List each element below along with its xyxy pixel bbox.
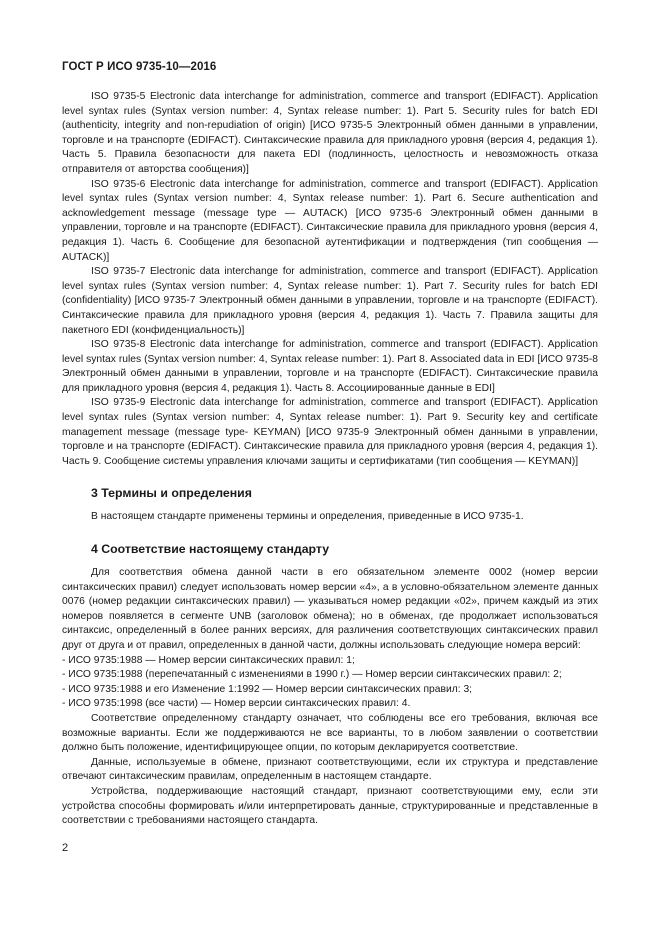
- reference-iso-9735-7: ISO 9735-7 Electronic data interchange for administration, commerce and transport (EDIFACT). Application level syntax rules (Syntax version number: 4, Syntax release number: 1). Part 7. Security rules for batch EDI (confidentiality) [ИСО 9735-7 Электронный обмен данными в управлении, торговле и на транспорте (EDIFACT). Синтаксические правила для прикладного уровня (версия 4, редакция 1). Часть 7. Правила защиты для пакетного EDI (конфиденциальность)]: [62, 266, 598, 336]
- page-number: 2: [62, 842, 69, 854]
- reference-iso-9735-9: ISO 9735-9 Electronic data interchange for administration, commerce and transport (EDIFACT). Application level syntax rules (Syntax version number: 4, Syntax release number: 1). Part 9. Security key and certificate management message (message type- KEYMAN) [ИСО 9735-9 Электронный обмен данными в управлении, торговле и на транспорте (EDIFACT). Синтаксические правила для прикладного уровня (версия 4, редакция 1). Часть 9. Сообщение системы управления ключами защиты и сертификатами (тип сообщения — KEYMAN)]: [62, 397, 598, 467]
- reference-iso-9735-5: ISO 9735-5 Electronic data interchange for administration, commerce and transport (EDIFACT). Application level syntax rules (Syntax version number: 4, Syntax release number: 1). Part 5. Security rules for batch EDI (authenticity, integrity and non-repudiation of origin) [ИСО 9735-5 Электронный обмен данными в управлении, торговле и на транспорте (EDIFACT). Синтаксические правила для прикладного уровня (версия 4, редакция 1). Часть 5. Правила безопасности для пакета EDI (подлинность, целостность и невозможность отказа отправителя от авторства сообщения)]: [62, 91, 598, 175]
- section-3-heading: 3 Термины и определения: [91, 486, 252, 501]
- device-conformance-paragraph: Устройства, поддерживающие настоящий стандарт, признают соответствующими ему, если эти устройства способны формировать и/или интерпретировать данные, структурированные и представленные в соответствии с требованиями настоящего стандарта.: [62, 785, 598, 827]
- version-list-item: - ИСО 9735:1998 (все части) — Номер версии синтаксических правил: 4.: [62, 698, 411, 710]
- document-header: ГОСТ Р ИСО 9735-10—2016: [62, 61, 217, 73]
- conformance-paragraph: Соответствие определенному стандарту означает, что соблюдены все его требования, включая все возможные варианты. Если же поддерживаются не все варианты, то в любом заявлении о соответствии должно быть положение, идентифицирующее опции, по которым декларируется соответствие.: [62, 712, 598, 754]
- reference-iso-9735-8: ISO 9735-8 Electronic data interchange for administration, commerce and transport (EDIFACT). Application level syntax rules (Syntax version number: 4, Syntax release number: 1). Part 8. Associated data in EDI [ИСО 9735-8 Электронный обмен данными в управлении, торговле и на транспорте (EDIFACT). Синтаксические правила для прикладного уровня (версия 4, редакция 1). Часть 8. Ассоциированные данные в EDI]: [62, 339, 598, 394]
- version-list-item: - ИСО 9735:1988 и его Изменение 1:1992 — Номер версии синтаксических правил: 3;: [62, 683, 473, 695]
- version-list-item: - ИСО 9735:1988 — Номер версии синтаксических правил: 1;: [62, 654, 355, 666]
- version-list-item: - ИСО 9735:1988 (перепечатанный с изменениями в 1990 г.) — Номер версии синтаксических правил: 2;: [62, 669, 562, 681]
- document-body: [62, 90, 598, 829]
- section-4-intro: Для соответствия обмена данной части в его обязательном элементе 0002 (номер версии синтаксических правил) следует использовать номер версии «4», а в условно-обязательном элементе данных 0076 (номер редакции синтаксических правил) — указываться номер редакции «02», причем каждый из этих номеров появляется в сегменте UNB (заголовок обмена); но в обменах, где продолжает использоваться синтаксис, определенный в более ранних версиях, для различения соответствующих синтаксических правил друг от друга и от правил, определенных в данной части, должны использовать следующие номера версий:: [62, 567, 598, 651]
- reference-iso-9735-6: ISO 9735-6 Electronic data interchange for administration, commerce and transport (EDIFACT). Application level syntax rules (Syntax version number: 4, Syntax release number: 1). Part 6. Secure authentication and acknowledgement message (message type — AUTACK) [ИСО 9735-6 Электронный обмен данными в управлении, торговле и на транспорте (EDIFACT). Синтаксические правила для прикладного уровня (версия 4, редакция 1). Часть 6. Сообщение для безопасной аутентификации и подтверждения (тип сообщения — AUTACK)]: [62, 178, 598, 263]
- data-conformance-paragraph: Данные, используемые в обмене, признают соответствующими, если их структура и представление отвечают синтаксическим правилам, определенным в настоящем стандарте.: [62, 756, 598, 783]
- section-4-heading: 4 Соответствие настоящему стандарту: [91, 542, 330, 557]
- section-3-text: В настоящем стандарте применены термины и определения, приведенные в ИСО 9735-1.: [91, 511, 524, 523]
